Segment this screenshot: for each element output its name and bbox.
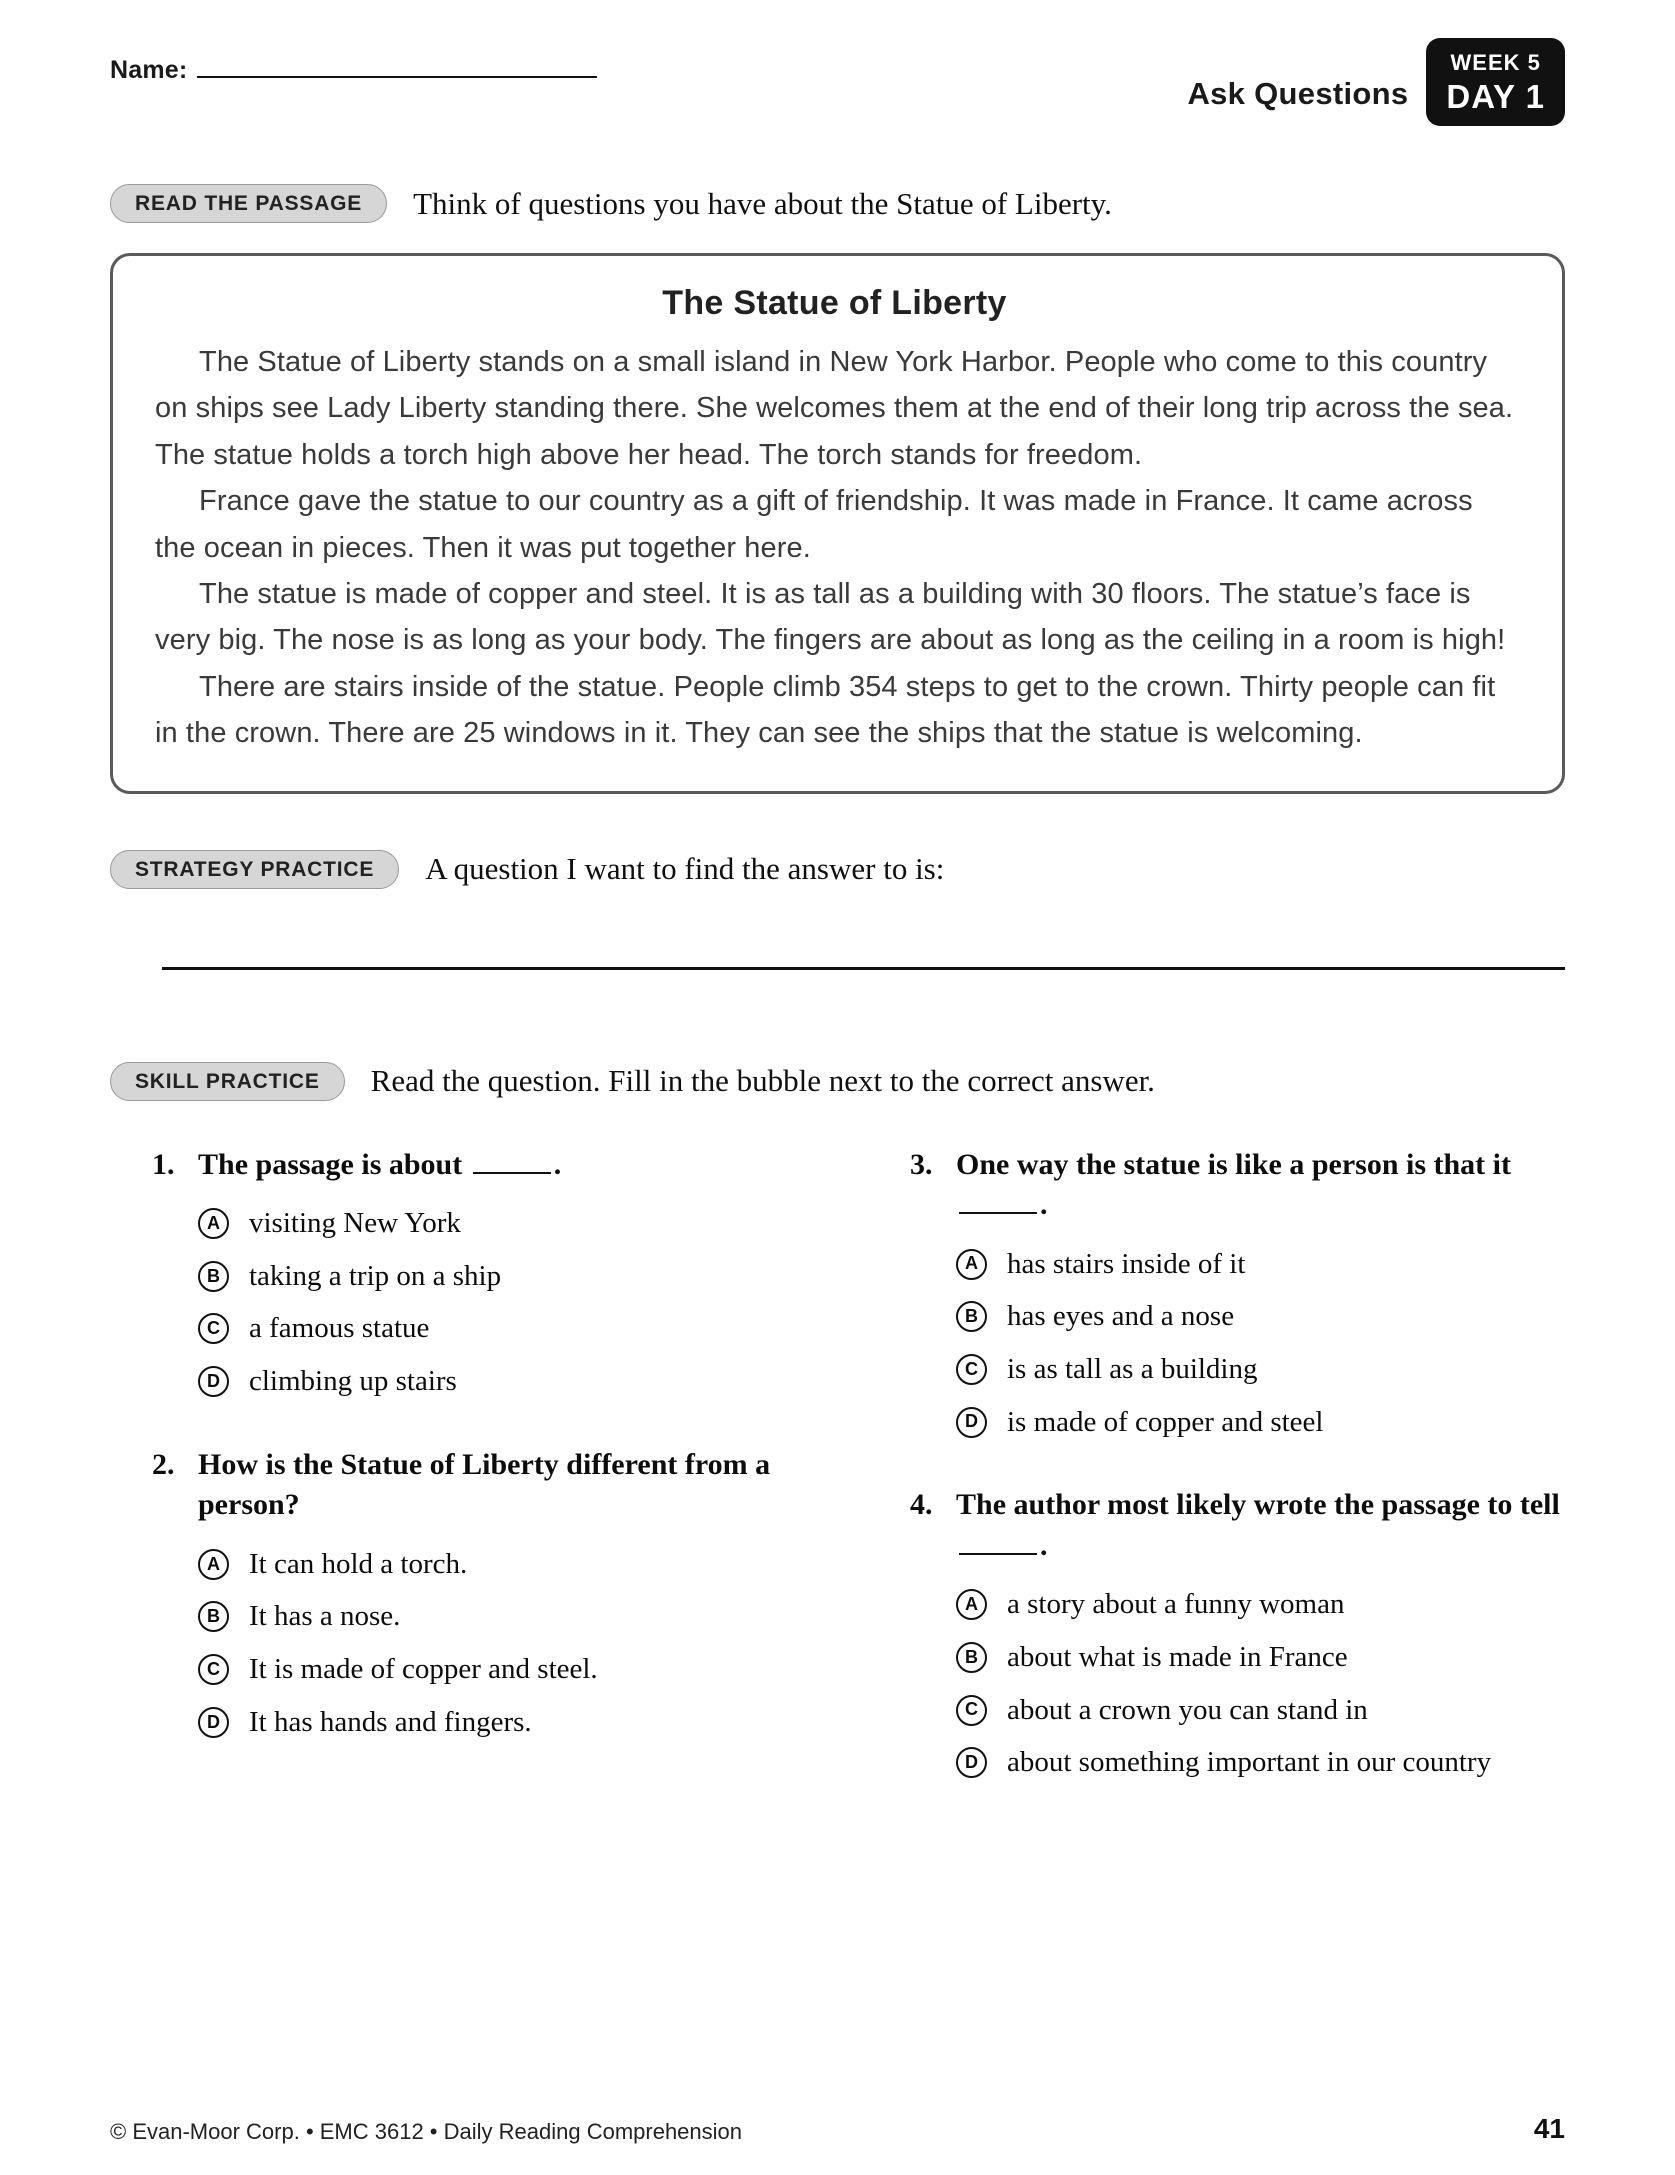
answer-bubble-c[interactable]: C <box>956 1695 987 1726</box>
footer <box>110 2113 1565 2145</box>
name-block <box>110 56 597 85</box>
answer-bubble-a[interactable]: A <box>198 1208 229 1239</box>
question-text <box>956 1145 1565 1226</box>
answer-bubble-a[interactable]: A <box>198 1549 229 1580</box>
question-2 <box>152 1445 815 1742</box>
read-passage-section-header <box>110 184 1565 223</box>
passage-paragraph: France gave the statue to our country as a gift of friendship. It was made in France. It came across the ocean in pieces. Then it was put together here. <box>155 485 1473 564</box>
question-text: How is the Statue of Liberty different from a person? <box>198 1447 771 1522</box>
questions-right-column <box>910 1145 1565 1827</box>
option-text: It can hold a torch. <box>249 1547 468 1580</box>
questions-left-column <box>152 1145 815 1827</box>
page-title: Ask Questions <box>1187 76 1409 111</box>
read-passage-instruction: Think of questions you have about the Statue of Liberty. <box>413 185 1112 221</box>
option-a <box>198 1205 815 1243</box>
question-1-head <box>152 1145 815 1186</box>
option-d <box>198 1363 815 1401</box>
answer-bubble-a[interactable]: A <box>956 1589 987 1620</box>
option-text: It has a nose. <box>249 1600 401 1633</box>
answer-bubble-d[interactable]: D <box>198 1707 229 1738</box>
option-text: has eyes and a nose <box>1007 1300 1235 1333</box>
question-number: 2. <box>152 1447 175 1481</box>
question-1 <box>152 1145 815 1401</box>
question-text-post: . <box>1040 1188 1048 1222</box>
question-number: 1. <box>152 1147 175 1181</box>
option-a <box>956 1586 1565 1624</box>
option-c <box>956 1692 1565 1730</box>
week-day-badge <box>1426 38 1565 126</box>
question-3-head <box>910 1145 1565 1226</box>
strategy-answer-line[interactable] <box>162 967 1565 970</box>
option-b <box>956 1298 1565 1336</box>
passage-title: The Statue of Liberty <box>662 284 1007 322</box>
passage-paragraph: The statue is made of copper and steel. It is as tall as a building with 30 floors. The statue’s face is very big. The nose is as long as your body. The fingers are about as long as the ceiling in a room is high! <box>155 577 1506 657</box>
option-b <box>198 1598 815 1636</box>
answer-bubble-d[interactable]: D <box>956 1407 987 1438</box>
question-text-post: . <box>1040 1528 1048 1562</box>
option-c <box>198 1651 815 1689</box>
question-text-pre: The author most likely wrote the passage to tell <box>956 1488 1560 1522</box>
question-4 <box>910 1485 1565 1782</box>
option-text: It is made of copper and steel. <box>249 1653 598 1686</box>
name-input-line[interactable] <box>197 56 597 78</box>
question-text-post: . <box>553 1147 562 1181</box>
answer-bubble-a[interactable]: A <box>956 1249 987 1280</box>
question-3-options <box>956 1246 1565 1442</box>
question-text-pre: The passage is about <box>198 1147 463 1181</box>
question-text <box>198 1145 815 1186</box>
header <box>110 38 1565 126</box>
answer-bubble-c[interactable]: C <box>956 1354 987 1385</box>
option-b <box>198 1258 815 1296</box>
fill-in-blank <box>959 1210 1037 1214</box>
question-1-options <box>198 1205 815 1401</box>
skill-practice-section-header <box>110 1062 1565 1101</box>
passage-box <box>110 253 1565 794</box>
question-text <box>956 1485 1565 1566</box>
footer-credit: © Evan-Moor Corp. • EMC 3612 • Daily Reading Comprehension <box>110 2119 743 2144</box>
answer-bubble-b[interactable]: B <box>198 1261 229 1292</box>
option-text: a famous statue <box>249 1312 430 1345</box>
option-text: about a crown you can stand in <box>1007 1693 1368 1726</box>
option-text: taking a trip on a ship <box>249 1259 502 1292</box>
passage-paragraph: The Statue of Liberty stands on a small island in New York Harbor. People who come to this country on ships see Lady Liberty standing there. She welcomes them at the end of their long trip across the sea. The statue holds a torch high above her head. The torch stands for freedom. <box>155 346 1514 471</box>
name-label: Name: <box>110 56 188 84</box>
answer-bubble-b[interactable]: B <box>956 1642 987 1673</box>
question-4-head <box>910 1485 1565 1566</box>
answer-bubble-b[interactable]: B <box>198 1601 229 1632</box>
question-number: 4. <box>910 1488 933 1522</box>
read-the-passage-badge: READ THE PASSAGE <box>110 184 387 223</box>
option-d <box>956 1744 1565 1782</box>
question-text-pre: One way the statue is like a person is that it <box>956 1147 1511 1181</box>
fill-in-blank <box>473 1170 551 1174</box>
question-3 <box>910 1145 1565 1442</box>
passage-paragraph: There are stairs inside of the statue. People climb 354 steps to get to the crown. Thirty people can fit in the crown. There are 25 windows in it. They can see the ships that the statue is welcoming. <box>155 670 1496 750</box>
skill-practice-instruction: Read the question. Fill in the bubble next to the correct answer. <box>370 1063 1155 1099</box>
week-label: WEEK 5 <box>1450 50 1541 75</box>
answer-bubble-b[interactable]: B <box>956 1301 987 1332</box>
option-text: visiting New York <box>249 1207 461 1240</box>
option-text: has stairs inside of it <box>1007 1247 1246 1280</box>
strategy-practice-prompt: A question I want to find the answer to is: <box>425 851 945 887</box>
option-b <box>956 1639 1565 1677</box>
questions-area <box>110 1145 1565 1827</box>
fill-in-blank <box>959 1551 1037 1555</box>
option-text: climbing up stairs <box>249 1365 457 1398</box>
option-text: a story about a funny woman <box>1007 1588 1345 1621</box>
option-a <box>956 1246 1565 1284</box>
option-c <box>198 1310 815 1348</box>
option-d <box>198 1704 815 1742</box>
answer-bubble-d[interactable]: D <box>956 1747 987 1778</box>
option-text: about something important in our country <box>1007 1746 1492 1779</box>
option-d <box>956 1404 1565 1442</box>
page-number: 41 <box>1533 2113 1565 2144</box>
header-right <box>1187 38 1565 126</box>
option-c <box>956 1351 1565 1389</box>
skill-practice-badge: SKILL PRACTICE <box>110 1062 345 1101</box>
strategy-practice-badge: STRATEGY PRACTICE <box>110 850 399 889</box>
option-text: about what is made in France <box>1007 1640 1348 1673</box>
question-number: 3. <box>910 1147 933 1181</box>
option-text: It has hands and fingers. <box>249 1705 532 1738</box>
option-text: is as tall as a building <box>1007 1352 1258 1385</box>
day-label: DAY 1 <box>1446 78 1545 115</box>
option-a <box>198 1546 815 1584</box>
answer-bubble-c[interactable]: C <box>198 1654 229 1685</box>
answer-bubble-c[interactable]: C <box>198 1313 229 1344</box>
strategy-practice-section-header <box>110 850 1565 889</box>
option-text: is made of copper and steel <box>1007 1405 1324 1438</box>
question-2-head <box>152 1445 815 1526</box>
question-4-options <box>956 1586 1565 1782</box>
answer-bubble-d[interactable]: D <box>198 1366 229 1397</box>
question-2-options <box>198 1546 815 1742</box>
